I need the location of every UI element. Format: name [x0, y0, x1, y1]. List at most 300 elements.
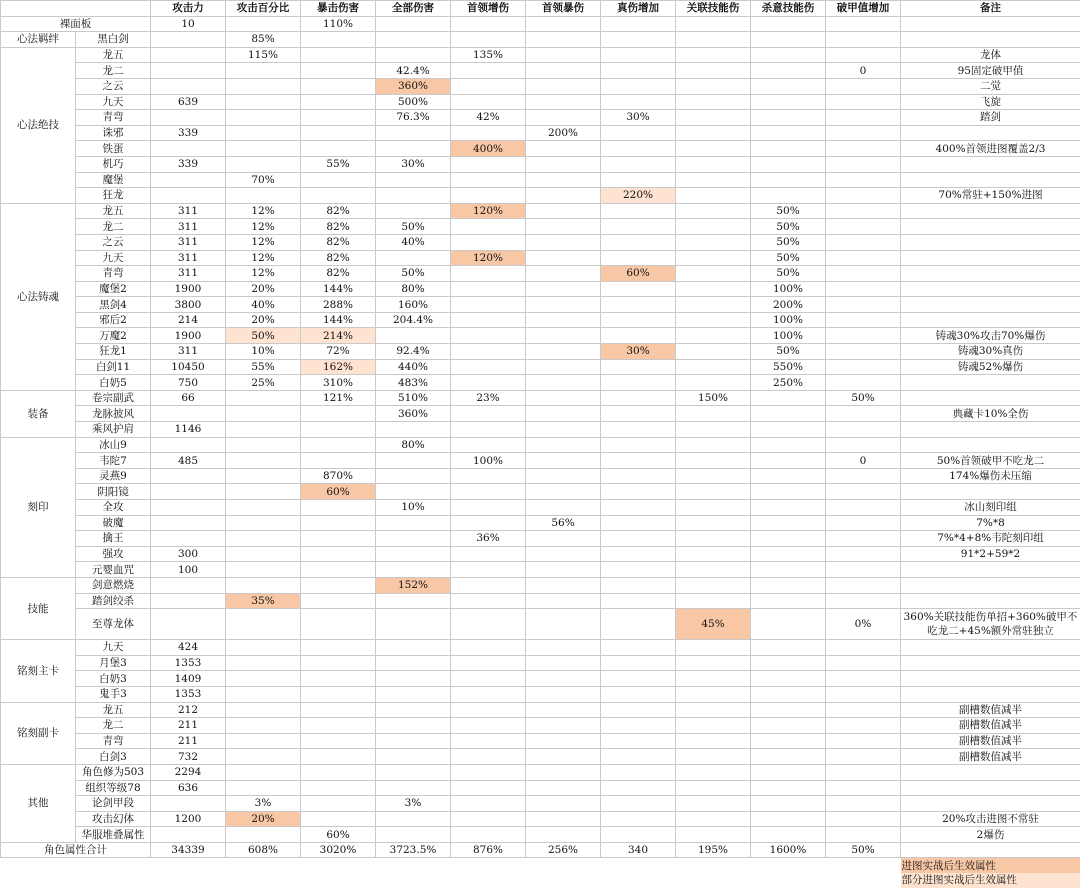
value-cell[interactable]: [376, 562, 451, 578]
value-cell[interactable]: [601, 531, 676, 547]
value-cell[interactable]: [376, 718, 451, 734]
value-cell[interactable]: [151, 500, 226, 516]
value-cell[interactable]: 1900: [151, 281, 226, 297]
value-cell[interactable]: [676, 655, 751, 671]
value-cell[interactable]: 100%: [451, 453, 526, 469]
value-cell[interactable]: 92.4%: [376, 344, 451, 360]
note-cell[interactable]: 7%*4+8%韦陀刻印组: [901, 531, 1080, 547]
value-cell[interactable]: [601, 593, 676, 609]
value-cell[interactable]: [601, 749, 676, 765]
value-cell[interactable]: 311: [151, 344, 226, 360]
value-cell[interactable]: [451, 422, 526, 438]
value-cell[interactable]: [601, 453, 676, 469]
value-cell[interactable]: [601, 63, 676, 79]
value-cell[interactable]: [751, 47, 826, 63]
note-cell[interactable]: 副槽数值减半: [901, 733, 1080, 749]
note-cell[interactable]: [901, 16, 1080, 32]
note-cell[interactable]: 400%首领进图覆盖2/3: [901, 141, 1080, 157]
total-label-cell[interactable]: 角色属性合计: [1, 842, 151, 858]
value-cell[interactable]: [826, 219, 901, 235]
value-cell[interactable]: [601, 546, 676, 562]
note-cell[interactable]: [901, 671, 1080, 687]
value-cell[interactable]: [676, 141, 751, 157]
value-cell[interactable]: 42%: [451, 110, 526, 126]
value-cell[interactable]: [676, 297, 751, 313]
value-cell[interactable]: 162%: [301, 359, 376, 375]
value-cell[interactable]: [226, 188, 301, 204]
value-cell[interactable]: 12%: [226, 203, 301, 219]
value-cell[interactable]: 310%: [301, 375, 376, 391]
value-cell[interactable]: [751, 484, 826, 500]
value-cell[interactable]: 12%: [226, 234, 301, 250]
value-cell[interactable]: [676, 188, 751, 204]
value-cell[interactable]: [451, 78, 526, 94]
value-cell[interactable]: [526, 188, 601, 204]
note-cell[interactable]: [901, 203, 1080, 219]
value-cell[interactable]: [676, 125, 751, 141]
value-cell[interactable]: 72%: [301, 344, 376, 360]
value-cell[interactable]: 100%: [751, 328, 826, 344]
value-cell[interactable]: [601, 484, 676, 500]
value-cell[interactable]: 2294: [151, 764, 226, 780]
value-cell[interactable]: [451, 328, 526, 344]
value-cell[interactable]: [751, 827, 826, 843]
value-cell[interactable]: [526, 344, 601, 360]
value-cell[interactable]: [526, 16, 601, 32]
value-cell[interactable]: 55%: [301, 156, 376, 172]
value-cell[interactable]: [526, 172, 601, 188]
column-header[interactable]: 攻击百分比: [226, 1, 301, 17]
value-cell[interactable]: [751, 749, 826, 765]
item-name-cell[interactable]: 论剑甲段: [76, 796, 151, 812]
value-cell[interactable]: [526, 655, 601, 671]
note-cell[interactable]: 铸魂52%爆伤: [901, 359, 1080, 375]
value-cell[interactable]: 25%: [226, 375, 301, 391]
value-cell[interactable]: [526, 702, 601, 718]
value-cell[interactable]: [676, 562, 751, 578]
value-cell[interactable]: [451, 94, 526, 110]
value-cell[interactable]: [451, 733, 526, 749]
value-cell[interactable]: [301, 671, 376, 687]
item-name-cell[interactable]: 卷宗副武: [76, 390, 151, 406]
column-header[interactable]: 全部伤害: [376, 1, 451, 17]
value-cell[interactable]: 42.4%: [376, 63, 451, 79]
item-name-cell[interactable]: 之云: [76, 78, 151, 94]
value-cell[interactable]: [676, 702, 751, 718]
item-name-cell[interactable]: 白奶5: [76, 375, 151, 391]
note-cell[interactable]: [901, 764, 1080, 780]
item-name-cell[interactable]: 龙五: [76, 47, 151, 63]
value-cell[interactable]: [451, 63, 526, 79]
item-name-cell[interactable]: 黑剑4: [76, 297, 151, 313]
value-cell[interactable]: [826, 47, 901, 63]
value-cell[interactable]: [676, 546, 751, 562]
value-cell[interactable]: [601, 796, 676, 812]
value-cell[interactable]: [601, 203, 676, 219]
value-cell[interactable]: 50%: [826, 390, 901, 406]
value-cell[interactable]: [601, 406, 676, 422]
value-cell[interactable]: [826, 312, 901, 328]
value-cell[interactable]: [751, 156, 826, 172]
column-header[interactable]: 攻击力: [151, 1, 226, 17]
value-cell[interactable]: 1353: [151, 686, 226, 702]
value-cell[interactable]: [526, 250, 601, 266]
note-cell[interactable]: 副槽数值减半: [901, 702, 1080, 718]
value-cell[interactable]: [301, 655, 376, 671]
value-cell[interactable]: [526, 328, 601, 344]
note-cell[interactable]: 20%攻击进图不常驻: [901, 811, 1080, 827]
value-cell[interactable]: 40%: [226, 297, 301, 313]
note-cell[interactable]: 铸魂30%真伤: [901, 344, 1080, 360]
value-cell[interactable]: [751, 453, 826, 469]
value-cell[interactable]: [301, 780, 376, 796]
value-cell[interactable]: 30%: [376, 156, 451, 172]
value-cell[interactable]: 400%: [451, 141, 526, 157]
value-cell[interactable]: [376, 468, 451, 484]
note-cell[interactable]: [901, 484, 1080, 500]
value-cell[interactable]: [526, 406, 601, 422]
column-header[interactable]: 破甲值增加: [826, 1, 901, 17]
note-cell[interactable]: 龙体: [901, 47, 1080, 63]
item-name-cell[interactable]: 元婴血咒: [76, 562, 151, 578]
value-cell[interactable]: [526, 609, 601, 640]
value-cell[interactable]: [826, 406, 901, 422]
value-cell[interactable]: [451, 312, 526, 328]
value-cell[interactable]: [451, 671, 526, 687]
value-cell[interactable]: [601, 78, 676, 94]
value-cell[interactable]: 60%: [601, 266, 676, 282]
value-cell[interactable]: [226, 827, 301, 843]
value-cell[interactable]: [676, 796, 751, 812]
value-cell[interactable]: 732: [151, 749, 226, 765]
note-cell[interactable]: [901, 250, 1080, 266]
value-cell[interactable]: [751, 562, 826, 578]
note-cell[interactable]: 174%爆伤未压缩: [901, 468, 1080, 484]
value-cell[interactable]: 82%: [301, 234, 376, 250]
value-cell[interactable]: [601, 94, 676, 110]
value-cell[interactable]: [601, 375, 676, 391]
value-cell[interactable]: 144%: [301, 281, 376, 297]
value-cell[interactable]: [751, 437, 826, 453]
note-cell[interactable]: 7%*8: [901, 515, 1080, 531]
item-name-cell[interactable]: 青弯: [76, 733, 151, 749]
value-cell[interactable]: 12%: [226, 266, 301, 282]
item-name-cell[interactable]: 铁蛋: [76, 141, 151, 157]
value-cell[interactable]: [826, 686, 901, 702]
value-cell[interactable]: [601, 655, 676, 671]
value-cell[interactable]: 82%: [301, 203, 376, 219]
item-name-cell[interactable]: 龙二: [76, 718, 151, 734]
note-cell[interactable]: [901, 780, 1080, 796]
value-cell[interactable]: [226, 655, 301, 671]
value-cell[interactable]: 483%: [376, 375, 451, 391]
item-name-cell[interactable]: 龙五: [76, 203, 151, 219]
value-cell[interactable]: [751, 63, 826, 79]
item-name-cell[interactable]: 全攻: [76, 500, 151, 516]
value-cell[interactable]: [601, 702, 676, 718]
value-cell[interactable]: [376, 328, 451, 344]
value-cell[interactable]: [601, 422, 676, 438]
value-cell[interactable]: [151, 484, 226, 500]
value-cell[interactable]: [376, 655, 451, 671]
value-cell[interactable]: [676, 811, 751, 827]
value-cell[interactable]: 424: [151, 640, 226, 656]
category-cell[interactable]: 装备: [1, 390, 76, 437]
value-cell[interactable]: 204.4%: [376, 312, 451, 328]
value-cell[interactable]: [301, 63, 376, 79]
value-cell[interactable]: [226, 94, 301, 110]
value-cell[interactable]: [376, 827, 451, 843]
value-cell[interactable]: [151, 593, 226, 609]
value-cell[interactable]: [301, 422, 376, 438]
value-cell[interactable]: [376, 671, 451, 687]
value-cell[interactable]: 50%: [226, 328, 301, 344]
value-cell[interactable]: [376, 16, 451, 32]
value-cell[interactable]: [151, 468, 226, 484]
value-cell[interactable]: [151, 577, 226, 593]
item-name-cell[interactable]: 踏剑绞杀: [76, 593, 151, 609]
value-cell[interactable]: [751, 172, 826, 188]
value-cell[interactable]: [451, 796, 526, 812]
value-cell[interactable]: [826, 94, 901, 110]
column-header[interactable]: 杀意技能伤: [751, 1, 826, 17]
value-cell[interactable]: [751, 718, 826, 734]
value-cell[interactable]: [751, 32, 826, 48]
value-cell[interactable]: [526, 593, 601, 609]
value-cell[interactable]: [751, 671, 826, 687]
value-cell[interactable]: [526, 266, 601, 282]
note-cell[interactable]: [901, 390, 1080, 406]
value-cell[interactable]: [751, 125, 826, 141]
value-cell[interactable]: [676, 344, 751, 360]
value-cell[interactable]: [601, 359, 676, 375]
value-cell[interactable]: [376, 203, 451, 219]
value-cell[interactable]: [526, 686, 601, 702]
value-cell[interactable]: [526, 500, 601, 516]
value-cell[interactable]: [526, 359, 601, 375]
value-cell[interactable]: [376, 32, 451, 48]
value-cell[interactable]: [226, 453, 301, 469]
value-cell[interactable]: 82%: [301, 250, 376, 266]
value-cell[interactable]: [451, 686, 526, 702]
value-cell[interactable]: [751, 702, 826, 718]
value-cell[interactable]: [451, 500, 526, 516]
value-cell[interactable]: [301, 453, 376, 469]
value-cell[interactable]: [376, 640, 451, 656]
value-cell[interactable]: [226, 515, 301, 531]
value-cell[interactable]: [526, 141, 601, 157]
value-cell[interactable]: [226, 156, 301, 172]
value-cell[interactable]: [226, 702, 301, 718]
value-cell[interactable]: [826, 172, 901, 188]
value-cell[interactable]: [751, 390, 826, 406]
value-cell[interactable]: [451, 827, 526, 843]
value-cell[interactable]: [451, 437, 526, 453]
value-cell[interactable]: 82%: [301, 219, 376, 235]
value-cell[interactable]: [526, 780, 601, 796]
value-cell[interactable]: 50%: [826, 842, 901, 858]
value-cell[interactable]: [151, 437, 226, 453]
value-cell[interactable]: [526, 484, 601, 500]
value-cell[interactable]: [601, 156, 676, 172]
value-cell[interactable]: 50%: [751, 250, 826, 266]
note-cell[interactable]: [901, 422, 1080, 438]
value-cell[interactable]: [226, 718, 301, 734]
value-cell[interactable]: 60%: [301, 827, 376, 843]
value-cell[interactable]: [526, 390, 601, 406]
value-cell[interactable]: [226, 390, 301, 406]
value-cell[interactable]: [826, 468, 901, 484]
item-name-cell[interactable]: 强攻: [76, 546, 151, 562]
value-cell[interactable]: [676, 312, 751, 328]
value-cell[interactable]: [676, 250, 751, 266]
value-cell[interactable]: [676, 531, 751, 547]
value-cell[interactable]: 214: [151, 312, 226, 328]
value-cell[interactable]: 211: [151, 718, 226, 734]
value-cell[interactable]: [451, 281, 526, 297]
value-cell[interactable]: [526, 764, 601, 780]
value-cell[interactable]: [826, 344, 901, 360]
value-cell[interactable]: [601, 609, 676, 640]
note-cell[interactable]: [901, 312, 1080, 328]
value-cell[interactable]: [451, 515, 526, 531]
value-cell[interactable]: [151, 827, 226, 843]
value-cell[interactable]: [526, 203, 601, 219]
value-cell[interactable]: [226, 546, 301, 562]
header-corner-cell[interactable]: [1, 1, 151, 17]
value-cell[interactable]: 250%: [751, 375, 826, 391]
note-cell[interactable]: [901, 234, 1080, 250]
value-cell[interactable]: [451, 640, 526, 656]
value-cell[interactable]: [301, 141, 376, 157]
value-cell[interactable]: [601, 328, 676, 344]
value-cell[interactable]: 135%: [451, 47, 526, 63]
value-cell[interactable]: 1409: [151, 671, 226, 687]
value-cell[interactable]: [676, 203, 751, 219]
value-cell[interactable]: 3%: [226, 796, 301, 812]
item-name-cell[interactable]: 九天: [76, 94, 151, 110]
value-cell[interactable]: [751, 796, 826, 812]
value-cell[interactable]: [451, 344, 526, 360]
note-cell[interactable]: [901, 297, 1080, 313]
value-cell[interactable]: [751, 593, 826, 609]
note-cell[interactable]: [901, 796, 1080, 812]
category-cell[interactable]: 心法铸魂: [1, 203, 76, 390]
value-cell[interactable]: [526, 577, 601, 593]
value-cell[interactable]: [676, 219, 751, 235]
value-cell[interactable]: [676, 468, 751, 484]
value-cell[interactable]: [676, 453, 751, 469]
value-cell[interactable]: 510%: [376, 390, 451, 406]
value-cell[interactable]: [751, 468, 826, 484]
value-cell[interactable]: [451, 172, 526, 188]
value-cell[interactable]: [451, 468, 526, 484]
value-cell[interactable]: [676, 78, 751, 94]
value-cell[interactable]: 12%: [226, 250, 301, 266]
value-cell[interactable]: [526, 78, 601, 94]
value-cell[interactable]: [676, 156, 751, 172]
value-cell[interactable]: 50%: [751, 266, 826, 282]
value-cell[interactable]: [301, 749, 376, 765]
value-cell[interactable]: [676, 577, 751, 593]
value-cell[interactable]: [601, 562, 676, 578]
value-cell[interactable]: [226, 749, 301, 765]
value-cell[interactable]: 76.3%: [376, 110, 451, 126]
value-cell[interactable]: [826, 780, 901, 796]
value-cell[interactable]: [676, 172, 751, 188]
value-cell[interactable]: 870%: [301, 468, 376, 484]
value-cell[interactable]: [826, 733, 901, 749]
value-cell[interactable]: [826, 78, 901, 94]
value-cell[interactable]: [676, 422, 751, 438]
value-cell[interactable]: [301, 188, 376, 204]
item-name-cell[interactable]: 白奶3: [76, 671, 151, 687]
item-name-cell[interactable]: 乘风护肩: [76, 422, 151, 438]
value-cell[interactable]: [376, 593, 451, 609]
value-cell[interactable]: [301, 531, 376, 547]
item-name-cell[interactable]: 月堡3: [76, 655, 151, 671]
item-name-cell[interactable]: 机巧: [76, 156, 151, 172]
value-cell[interactable]: [676, 328, 751, 344]
value-cell[interactable]: [226, 468, 301, 484]
value-cell[interactable]: [826, 328, 901, 344]
value-cell[interactable]: [676, 593, 751, 609]
value-cell[interactable]: 220%: [601, 188, 676, 204]
value-cell[interactable]: [226, 484, 301, 500]
value-cell[interactable]: [826, 655, 901, 671]
value-cell[interactable]: [826, 297, 901, 313]
value-cell[interactable]: [826, 577, 901, 593]
value-cell[interactable]: [751, 640, 826, 656]
value-cell[interactable]: 211: [151, 733, 226, 749]
value-cell[interactable]: [826, 546, 901, 562]
value-cell[interactable]: 36%: [451, 531, 526, 547]
value-cell[interactable]: 150%: [676, 390, 751, 406]
value-cell[interactable]: [826, 764, 901, 780]
value-cell[interactable]: [376, 125, 451, 141]
column-header[interactable]: 暴击伤害: [301, 1, 376, 17]
value-cell[interactable]: [826, 749, 901, 765]
value-cell[interactable]: [676, 63, 751, 79]
value-cell[interactable]: [451, 234, 526, 250]
value-cell[interactable]: [301, 78, 376, 94]
value-cell[interactable]: [451, 702, 526, 718]
value-cell[interactable]: [826, 640, 901, 656]
value-cell[interactable]: 0: [826, 63, 901, 79]
value-cell[interactable]: [826, 515, 901, 531]
note-cell[interactable]: 铸魂30%攻击70%爆伤: [901, 328, 1080, 344]
value-cell[interactable]: 288%: [301, 297, 376, 313]
value-cell[interactable]: [826, 484, 901, 500]
value-cell[interactable]: 56%: [526, 515, 601, 531]
value-cell[interactable]: [301, 172, 376, 188]
value-cell[interactable]: [601, 390, 676, 406]
value-cell[interactable]: [526, 281, 601, 297]
value-cell[interactable]: [826, 250, 901, 266]
value-cell[interactable]: 360%: [376, 78, 451, 94]
note-cell[interactable]: [901, 655, 1080, 671]
note-cell[interactable]: [901, 562, 1080, 578]
value-cell[interactable]: [526, 375, 601, 391]
column-header[interactable]: 关联技能伤: [676, 1, 751, 17]
value-cell[interactable]: [676, 266, 751, 282]
value-cell[interactable]: [226, 577, 301, 593]
value-cell[interactable]: [301, 47, 376, 63]
value-cell[interactable]: [601, 32, 676, 48]
value-cell[interactable]: [676, 281, 751, 297]
value-cell[interactable]: [676, 515, 751, 531]
value-cell[interactable]: [676, 437, 751, 453]
